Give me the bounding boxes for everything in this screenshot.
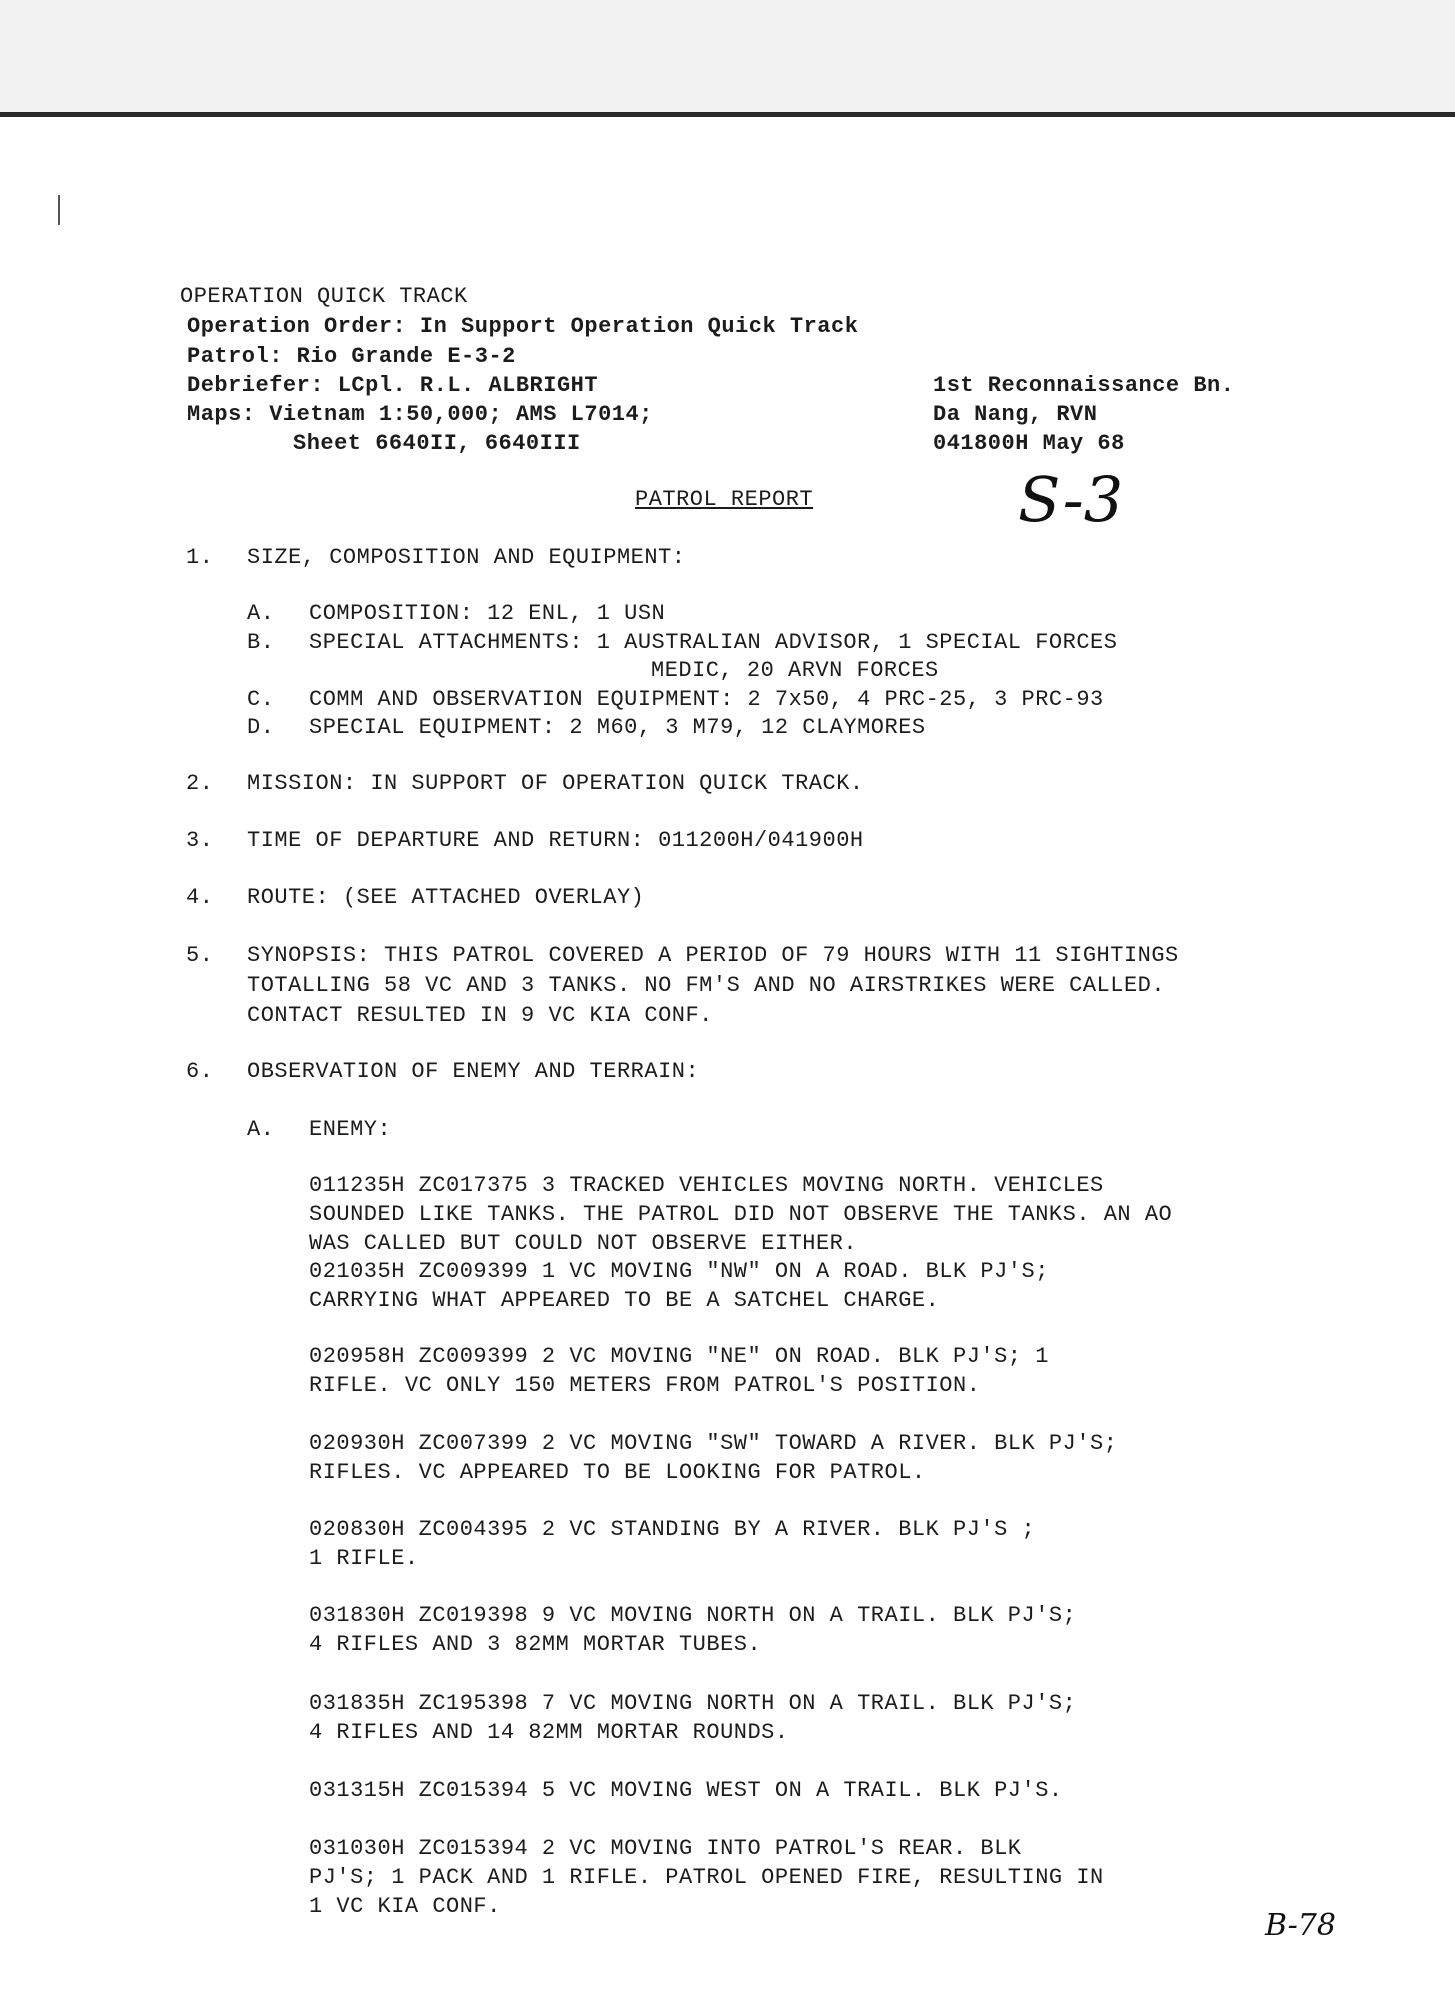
sighting-line: RIFLES. VC APPEARED TO BE LOOKING FOR PATROL. bbox=[309, 1460, 926, 1485]
attachments-line: MEDIC, 20 ARVN FORCES bbox=[651, 658, 939, 683]
section-number: 4. bbox=[186, 885, 214, 910]
sighting-line: 020958H ZC009399 2 VC MOVING "NE" ON ROAD. BLK PJ'S; 1 bbox=[309, 1344, 1049, 1369]
operation-title: OPERATION QUICK TRACK bbox=[180, 284, 468, 309]
handwritten-section-label: S-3 bbox=[1018, 463, 1124, 536]
sighting-line: WAS CALLED BUT COULD NOT OBSERVE EITHER. bbox=[309, 1231, 858, 1256]
sighting-line: 011235H ZC017375 3 TRACKED VEHICLES MOVING NORTH. VEHICLES bbox=[309, 1173, 1104, 1198]
sighting-line: 031835H ZC195398 7 VC MOVING NORTH ON A TRAIL. BLK PJ'S; bbox=[309, 1691, 1077, 1716]
sighting-line: 4 RIFLES AND 3 82MM MORTAR TUBES. bbox=[309, 1632, 762, 1657]
synopsis-line: SYNOPSIS: THIS PATROL COVERED A PERIOD OF 79 HOURS WITH 11 SIGHTINGS bbox=[247, 943, 1179, 968]
handwritten-page-number: B-78 bbox=[1265, 1908, 1336, 1943]
maps-line-1: Maps: Vietnam 1:50,000; AMS L7014; bbox=[187, 402, 653, 427]
scan-mark bbox=[58, 195, 60, 225]
section-number: 3. bbox=[186, 828, 214, 853]
sighting-line: 1 RIFLE. bbox=[309, 1546, 419, 1571]
section-heading: SIZE, COMPOSITION AND EQUIPMENT: bbox=[247, 545, 686, 570]
section-number: 2. bbox=[186, 771, 214, 796]
composition-line: COMPOSITION: 12 ENL, 1 USN bbox=[309, 601, 666, 626]
page-top-edge bbox=[0, 112, 1455, 117]
item-letter: B. bbox=[247, 630, 275, 655]
attachments-line: SPECIAL ATTACHMENTS: 1 AUSTRALIAN ADVISOR, 1 SPECIAL FORCES bbox=[309, 630, 1118, 655]
sighting-line: PJ'S; 1 PACK AND 1 RIFLE. PATROL OPENED FIRE, RESULTING IN bbox=[309, 1865, 1104, 1890]
synopsis-line: CONTACT RESULTED IN 9 VC KIA CONF. bbox=[247, 1003, 713, 1028]
sighting-line: 031315H ZC015394 5 VC MOVING WEST ON A TRAIL. BLK PJ'S. bbox=[309, 1778, 1063, 1803]
patrol-name: Patrol: Rio Grande E-3-2 bbox=[187, 344, 516, 369]
sighting-line: 020830H ZC004395 2 VC STANDING BY A RIVER. BLK PJ'S ; bbox=[309, 1517, 1036, 1542]
sighting-line: CARRYING WHAT APPEARED TO BE A SATCHEL CHARGE. bbox=[309, 1288, 940, 1313]
synopsis-line: TOTALLING 58 VC AND 3 TANKS. NO FM'S AND NO AIRSTRIKES WERE CALLED. bbox=[247, 973, 1166, 998]
scan-background-band bbox=[0, 0, 1455, 112]
sighting-line: 021035H ZC009399 1 VC MOVING "NW" ON A ROAD. BLK PJ'S; bbox=[309, 1259, 1049, 1284]
sighting-line: 1 VC KIA CONF. bbox=[309, 1894, 501, 1919]
section-heading: OBSERVATION OF ENEMY AND TERRAIN: bbox=[247, 1059, 700, 1084]
sighting-line: 031030H ZC015394 2 VC MOVING INTO PATROL'S REAR. BLK bbox=[309, 1836, 1022, 1861]
sighting-line: SOUNDED LIKE TANKS. THE PATROL DID NOT OBSERVE THE TANKS. AN AO bbox=[309, 1202, 1173, 1227]
special-equipment-line: SPECIAL EQUIPMENT: 2 M60, 3 M79, 12 CLAYMORES bbox=[309, 715, 926, 740]
maps-line-2: Sheet 6640II, 6640III bbox=[293, 431, 581, 456]
report-title: PATROL REPORT bbox=[635, 487, 814, 512]
report-datetime: 041800H May 68 bbox=[933, 431, 1125, 456]
enemy-heading: ENEMY: bbox=[309, 1117, 392, 1142]
sighting-line: 4 RIFLES AND 14 82MM MORTAR ROUNDS. bbox=[309, 1720, 789, 1745]
debriefer: Debriefer: LCpl. R.L. ALBRIGHT bbox=[187, 373, 599, 398]
sighting-line: RIFLE. VC ONLY 150 METERS FROM PATROL'S POSITION. bbox=[309, 1373, 981, 1398]
item-letter: A. bbox=[247, 601, 275, 626]
route-line: ROUTE: (SEE ATTACHED OVERLAY) bbox=[247, 885, 645, 910]
section-number: 1. bbox=[186, 545, 214, 570]
operation-order: Operation Order: In Support Operation Quick Track bbox=[187, 314, 859, 339]
departure-return-line: TIME OF DEPARTURE AND RETURN: 011200H/041900H bbox=[247, 828, 864, 853]
item-letter: A. bbox=[247, 1117, 275, 1142]
section-number: 6. bbox=[186, 1059, 214, 1084]
sighting-line: 020930H ZC007399 2 VC MOVING "SW" TOWARD A RIVER. BLK PJ'S; bbox=[309, 1431, 1118, 1456]
mission-line: MISSION: IN SUPPORT OF OPERATION QUICK TRACK. bbox=[247, 771, 864, 796]
item-letter: C. bbox=[247, 687, 275, 712]
unit-location: Da Nang, RVN bbox=[933, 402, 1098, 427]
item-letter: D. bbox=[247, 715, 275, 740]
section-number: 5. bbox=[186, 943, 214, 968]
unit-name: 1st Reconnaissance Bn. bbox=[933, 373, 1235, 398]
comm-equipment-line: COMM AND OBSERVATION EQUIPMENT: 2 7x50, 4 PRC-25, 3 PRC-93 bbox=[309, 687, 1104, 712]
sighting-line: 031830H ZC019398 9 VC MOVING NORTH ON A TRAIL. BLK PJ'S; bbox=[309, 1603, 1077, 1628]
